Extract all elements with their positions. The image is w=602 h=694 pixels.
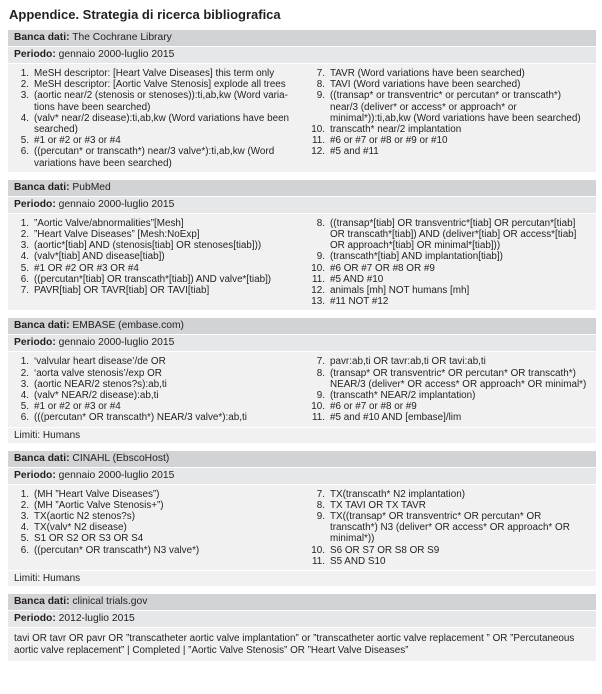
query-item [14, 522, 294, 533]
query-text: (transcath* NEAR/2 implantation) [330, 390, 476, 402]
query-item [14, 274, 294, 285]
query-item [14, 146, 294, 168]
query-text: (aortic*[tiab] AND (stenosis[tiab] OR stenoses[tiab])) [34, 240, 262, 252]
database-label: Banca dati: [14, 181, 70, 193]
limits-label: Limiti: [14, 573, 41, 585]
query-number: 9. [316, 511, 325, 523]
database-name: PubMed [72, 181, 111, 193]
query-number: 7. [20, 285, 29, 297]
query-number: 11. [312, 555, 325, 567]
limits-row [8, 427, 596, 443]
query-item [310, 390, 590, 401]
query-item [310, 356, 590, 367]
query-item [14, 379, 294, 390]
period-row [8, 334, 596, 351]
query-item [310, 511, 590, 545]
query-text: (valv*[tiab] AND disease[tiab]) [34, 251, 165, 263]
query-number: 5. [20, 135, 29, 147]
query-text: S6 OR S7 OR S8 OR S9 [330, 544, 440, 556]
query-text: TAVI (Word variations have been searched) [330, 79, 521, 91]
query-item [310, 124, 590, 135]
query-item [14, 251, 294, 262]
period-row [8, 467, 596, 484]
query-item [310, 90, 590, 124]
query-item [14, 68, 294, 79]
period-value: gennaio 2000-luglio 2015 [58, 49, 175, 60]
query-text: pavr:ab,ti OR tavr:ab,ti OR tavi:ab,ti [330, 356, 486, 368]
query-item [14, 218, 294, 229]
appendix-page [8, 4, 596, 668]
query-number: 12. [311, 146, 325, 158]
query-box [8, 484, 596, 570]
query-number: 3. [20, 90, 29, 102]
query-text: (transap* OR transventric* OR percutan* OR transcath*) NEAR/3 (deliver* OR access* OR approach* OR minimal*) [330, 367, 587, 390]
query-item [14, 390, 294, 401]
period-label: Periodo: [14, 49, 56, 60]
query-number: 9. [316, 390, 325, 402]
database-header [8, 317, 596, 334]
query-number: 11. [312, 135, 325, 147]
query-number: 3. [20, 511, 29, 523]
database-header [8, 593, 596, 610]
query-item [310, 146, 590, 157]
query-item [14, 368, 294, 379]
query-text: TX(aortic N2 stenos?s) [34, 511, 135, 523]
query-text: PAVR[tiab] OR TAVR[tiab] OR TAVI[tiab] [34, 285, 210, 297]
query-number: 5. [20, 262, 29, 274]
query-item [14, 285, 294, 296]
query-number: 7. [316, 356, 325, 368]
period-label: Periodo: [14, 337, 56, 349]
database-label: Banca dati: [14, 596, 70, 608]
query-column-left [14, 489, 302, 567]
query-number: 4. [20, 251, 29, 263]
limits-value: Humans [42, 573, 81, 585]
query-number: 8. [316, 79, 325, 91]
query-number: 5. [20, 533, 29, 545]
query-item [310, 545, 590, 556]
query-text: #6 OR #7 OR #8 OR #9 [330, 262, 435, 274]
query-item [14, 356, 294, 367]
query-number: 7. [316, 488, 325, 500]
query-number: 8. [316, 367, 325, 379]
query-number: 6. [20, 412, 29, 424]
period-label: Periodo: [14, 613, 56, 625]
query-item [14, 135, 294, 146]
query-item [14, 401, 294, 412]
query-number: 2. [20, 79, 29, 91]
query-number: 11. [312, 412, 325, 424]
query-text: transcath* near/2 implantation [330, 124, 462, 136]
period-row [8, 196, 596, 213]
database-label: Banca dati: [14, 320, 70, 332]
query-item [14, 511, 294, 522]
period-value: 2012-luglio 2015 [58, 613, 135, 625]
query-text: #5 and #10 AND [embase]/lim [330, 412, 462, 424]
query-box [8, 213, 596, 311]
query-text: (MH ”Aortic Valve Stenosis+”) [34, 499, 164, 511]
page-title: Appendice. Strategia di ricerca bibliografica [9, 7, 281, 22]
query-item [14, 263, 294, 274]
query-number: 2. [20, 229, 29, 241]
query-text: #6 or #7 or #8 or #9 or #10 [330, 135, 448, 147]
query-number: 12. [311, 285, 325, 297]
period-label: Periodo: [14, 198, 56, 210]
period-row [8, 610, 596, 627]
query-number: 4. [20, 390, 29, 402]
query-item [310, 218, 590, 252]
query-text: #1 or #2 or #3 or #4 [34, 135, 121, 147]
query-number: 9. [316, 90, 325, 102]
query-text: ((transap* or transventric* or percutan* or transcath*) near/3 (deliver* or access* or approach* or minimal*)):ti,ab,kw (Word variations have been searched) [330, 90, 581, 124]
query-text: (valv* NEAR/2 disease):ab,ti [34, 390, 159, 402]
query-number: 10. [311, 124, 325, 136]
query-number: 1. [20, 68, 29, 79]
query-text: #11 NOT #12 [330, 296, 389, 308]
query-text: ‘aorta valve stenosis’/exp OR [34, 367, 162, 379]
query-text: (aortic near/2 (stenosis or stenoses)):ti,ab,kw (Word varia-tions have been searched) [34, 90, 288, 113]
query-item [14, 489, 294, 500]
query-number: 1. [20, 488, 29, 500]
limits-row [8, 570, 596, 586]
query-number: 4. [20, 522, 29, 534]
query-column-right [302, 218, 590, 308]
period-label: Periodo: [14, 469, 56, 481]
query-item [14, 533, 294, 544]
query-item [310, 79, 590, 90]
query-column-right [302, 356, 590, 423]
query-item [310, 556, 590, 567]
section-4 [8, 450, 596, 586]
query-item [310, 263, 590, 274]
query-number: 6. [20, 544, 29, 556]
query-text: ”Aortic Valve/abnormalities”[Mesh] [34, 217, 184, 229]
database-name: The Cochrane Library [72, 32, 172, 43]
query-text: MeSH descriptor: [Aortic Valve Stenosis] explode all trees [34, 79, 286, 91]
query-number: 10. [311, 401, 325, 413]
query-item [14, 412, 294, 423]
query-item [310, 401, 590, 412]
query-item [310, 500, 590, 511]
query-number: 10. [311, 262, 325, 274]
query-column-right [302, 489, 590, 567]
query-number: 13. [311, 296, 325, 308]
limits-value: Humans [42, 429, 81, 441]
query-number: 8. [316, 499, 325, 511]
database-name: EMBASE (embase.com) [72, 320, 184, 332]
query-item [310, 274, 590, 285]
query-text: (MH ”Heart Valve Diseases”) [34, 488, 160, 500]
query-number: 3. [20, 240, 29, 252]
query-text: (((percutan* OR transcath*) NEAR/3 valve*):ab,ti [34, 412, 247, 424]
search-sections [8, 29, 596, 586]
query-column-right [302, 68, 590, 169]
query-text: TX TAVI OR TX TAVR [330, 499, 426, 511]
section-2 [8, 179, 596, 311]
query-number: 7. [316, 68, 325, 79]
query-number: 2. [20, 499, 29, 511]
query-number: 6. [20, 273, 29, 285]
query-text: ”Heart Valve Diseases” [Mesh:NoExp] [34, 229, 200, 241]
query-column-left [14, 356, 302, 423]
query-item [14, 240, 294, 251]
query-number: 10. [311, 544, 325, 556]
query-number: 1. [20, 356, 29, 368]
query-item [310, 412, 590, 423]
database-label: Banca dati: [14, 452, 70, 464]
query-item [14, 500, 294, 511]
query-item [14, 79, 294, 90]
query-item [310, 368, 590, 390]
query-number: 1. [20, 217, 29, 229]
query-text: #5 and #11 [330, 146, 379, 158]
query-text: #1 or #2 or #3 or #4 [34, 401, 121, 413]
section-3 [8, 317, 596, 442]
query-text: TX(valv* N2 disease) [34, 522, 127, 534]
query-item [310, 135, 590, 146]
query-number: 6. [20, 146, 29, 158]
query-text: ((transap*[tiab] OR transventric*[tiab] OR percutan*[tiab] OR transcath*[tiab]) AND (deliver*[tiab] OR access*[tiab] OR approach*[tiab] OR minimal*[tiab])) [330, 217, 577, 252]
database-name: clinical trials.gov [72, 596, 148, 608]
query-text: #1 OR #2 OR #3 OR #4 [34, 262, 139, 274]
query-number: 4. [20, 112, 29, 124]
period-row [8, 46, 596, 63]
query-item [310, 251, 590, 262]
query-text: ((percutan* or transcath*) near/3 valve*):ti,ab,kw (Word variations have been searched) [34, 146, 275, 169]
query-text: ‘valvular heart disease’/de OR [34, 356, 166, 368]
section-clinicaltrials [8, 593, 596, 661]
query-text: S1 OR S2 OR S3 OR S4 [34, 533, 144, 545]
query-item [310, 489, 590, 500]
query-text: S5 AND S10 [330, 555, 386, 567]
search-string: tavi OR tavr OR pavr OR ”transcatheter aortic valve implantation” or ”transcatheter aortic valve replacement ” OR ”Percutaneous aortic valve replacement” | Completed | ”Aortic Valve Stenosis” OR ”Heart Valve Diseases” [8, 627, 596, 661]
query-text: MeSH descriptor: [Heart Valve Diseases] this term only [34, 68, 275, 79]
query-item [14, 229, 294, 240]
query-text: (valv* near/2 disease):ti,ab,kw (Word variations have been searched) [34, 112, 290, 136]
query-number: 9. [316, 251, 325, 263]
query-text: ((percutan* OR transcath*) N3 valve*) [34, 544, 200, 556]
query-item [310, 296, 590, 307]
period-value: gennaio 2000-luglio 2015 [58, 198, 175, 210]
query-item [14, 545, 294, 556]
query-text: #6 or #7 or #8 or #9 [330, 401, 417, 413]
query-column-left [14, 68, 302, 169]
query-item [310, 285, 590, 296]
period-value: gennaio 2000-luglio 2015 [58, 469, 175, 481]
database-header [8, 179, 596, 196]
query-number: 8. [316, 217, 325, 229]
query-text: animals [mh] NOT humans [mh] [330, 285, 470, 297]
query-number: 5. [20, 401, 29, 413]
query-text: ((percutan*[tiab] OR transcath*[tiab]) AND valve*[tiab]) [34, 273, 272, 285]
query-box [8, 63, 596, 172]
query-text: TX((transap* OR transventric* OR percutan* OR transcath*) N3 (deliver* OR access* OR approach* OR minimal*)) [330, 511, 570, 545]
query-number: 11. [312, 273, 325, 285]
database-header [8, 450, 596, 467]
query-text: (transcath*[tiab] AND implantation[tiab]) [330, 251, 503, 263]
section-1 [8, 29, 596, 172]
query-box [8, 351, 596, 426]
query-text: (aortic NEAR/2 stenos?s):ab,ti [34, 378, 167, 390]
query-text: TAVR (Word variations have been searched) [330, 68, 525, 79]
database-name: CINAHL (EbscoHost) [72, 452, 170, 464]
query-number: 2. [20, 367, 29, 379]
database-header [8, 29, 596, 46]
database-label: Banca dati: [14, 32, 70, 43]
query-column-left [14, 218, 302, 308]
query-number: 3. [20, 378, 29, 390]
limits-label: Limiti: [14, 429, 41, 441]
query-item [14, 113, 294, 135]
period-value: gennaio 2000-luglio 2015 [58, 337, 175, 349]
query-item [14, 90, 294, 112]
query-text: #5 AND #10 [330, 273, 384, 285]
query-item [310, 68, 590, 79]
query-text: TX(transcath* N2 implantation) [330, 488, 466, 500]
